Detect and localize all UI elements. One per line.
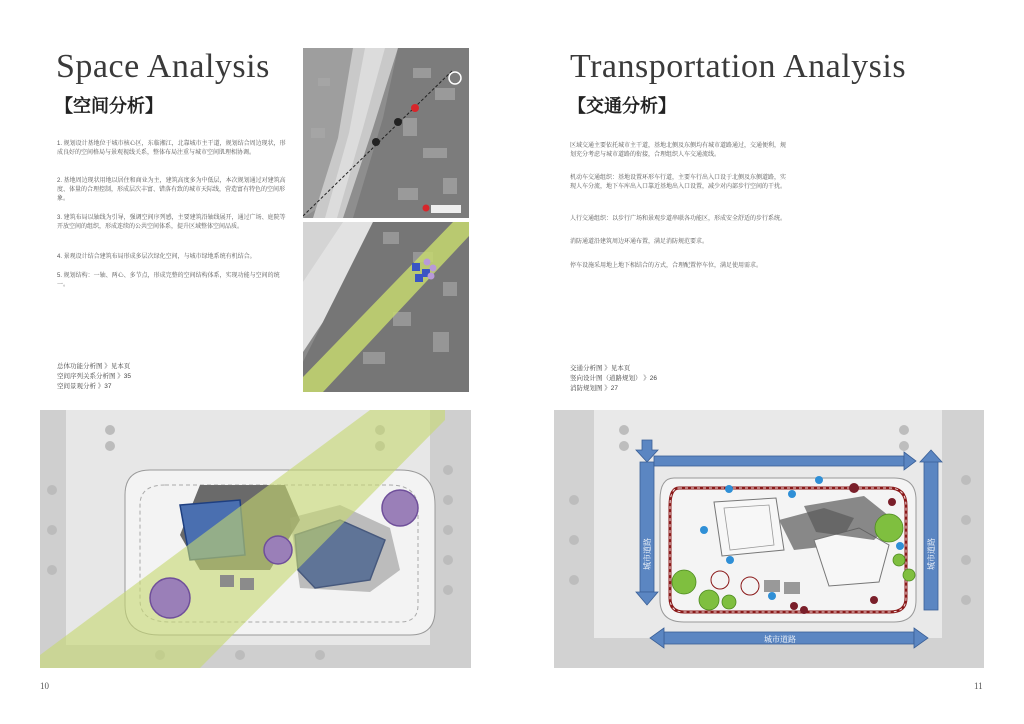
space-analysis-site-plan: [40, 410, 471, 668]
reference-item: 空间景观分析 》37: [57, 383, 112, 390]
aerial-photo-site: [303, 222, 469, 392]
paragraph-4: 消防通道沿建筑周边环通布置，满足消防规范要求。: [570, 239, 709, 245]
reference-item: 总体功能分析图 》见本页: [57, 363, 131, 370]
reference-item: 消防规划图 》27: [570, 385, 619, 392]
road-label-east: 城市道路: [927, 538, 936, 570]
paragraph-1: 1. 规划设计基地位于城市核心区，东临湘江，北靠城市主干道，规划结合周边现状，形成良好的空间格局与景观视线关系，整体布局注重与城市空间肌理相协调。: [57, 141, 286, 156]
aerial-photo-context: [303, 48, 469, 218]
reference-item: 交通分析图 》见本页: [570, 365, 631, 372]
page-title: Space Analysis: [56, 48, 270, 85]
reference-list: [57, 362, 131, 392]
page-subtitle: 【空间分析】: [55, 96, 163, 117]
page-subtitle: 【交通分析】: [568, 96, 676, 117]
reference-list: [570, 364, 657, 394]
page-number: 11: [974, 681, 983, 691]
paragraph-5: 停车设施采用地上地下相结合的方式，合理配置停车位，满足使用需求。: [570, 263, 763, 269]
paragraph-5: 5. 规划结构：一轴、两心、多节点，形成完整的空间结构体系，实现功能与空间的统一。: [57, 273, 280, 288]
paragraph-4: 4. 景观设计结合建筑布局形成多层次绿化空间，与城市绿地系统有机结合。: [57, 254, 256, 260]
reference-item: 空间序列关系分析图 》35: [57, 373, 132, 380]
page-title: Transportation Analysis: [570, 48, 907, 85]
road-label-west: 城市道路: [643, 538, 652, 570]
reference-item: 竖向设计图（道路规划） 》26: [570, 375, 658, 382]
paragraph-3: 人行交通组织：以步行广场和景观步道串联各功能区，形成安全舒适的步行系统。: [570, 216, 787, 222]
road-label-south: 城市道路: [764, 635, 796, 644]
transportation-site-plan: [554, 410, 984, 668]
paragraph-2: 机动车交通组织：基地设置环形车行道，主要车行出入口设于北侧及东侧道路，实现人车分流，地下车库出入口靠近基地出入口设置，减少对内部步行空间的干扰。: [570, 175, 787, 190]
paragraph-2: 2. 基地周边现状用地以居住和商业为主，建筑高度多为中低层，本次规划通过对建筑高度、体量的合理控制，形成层次丰富、错落有致的城市天际线，营造富有特色的空间形象。: [57, 178, 286, 202]
page-number: 10: [40, 681, 49, 691]
paragraph-1: 区域交通主要依托城市主干道，基地北侧及东侧均有城市道路通过，交通便利，规划充分考虑与城市道路的衔接，合理组织人车交通流线。: [570, 143, 787, 158]
paragraph-3: 3. 建筑布局以轴线为引导，强调空间序列感，主要建筑沿轴线展开，通过广场、庭院等开放空间的组织，形成连续的公共空间体系，提升区域整体空间品质。: [57, 215, 286, 230]
right-page: [512, 0, 1024, 724]
